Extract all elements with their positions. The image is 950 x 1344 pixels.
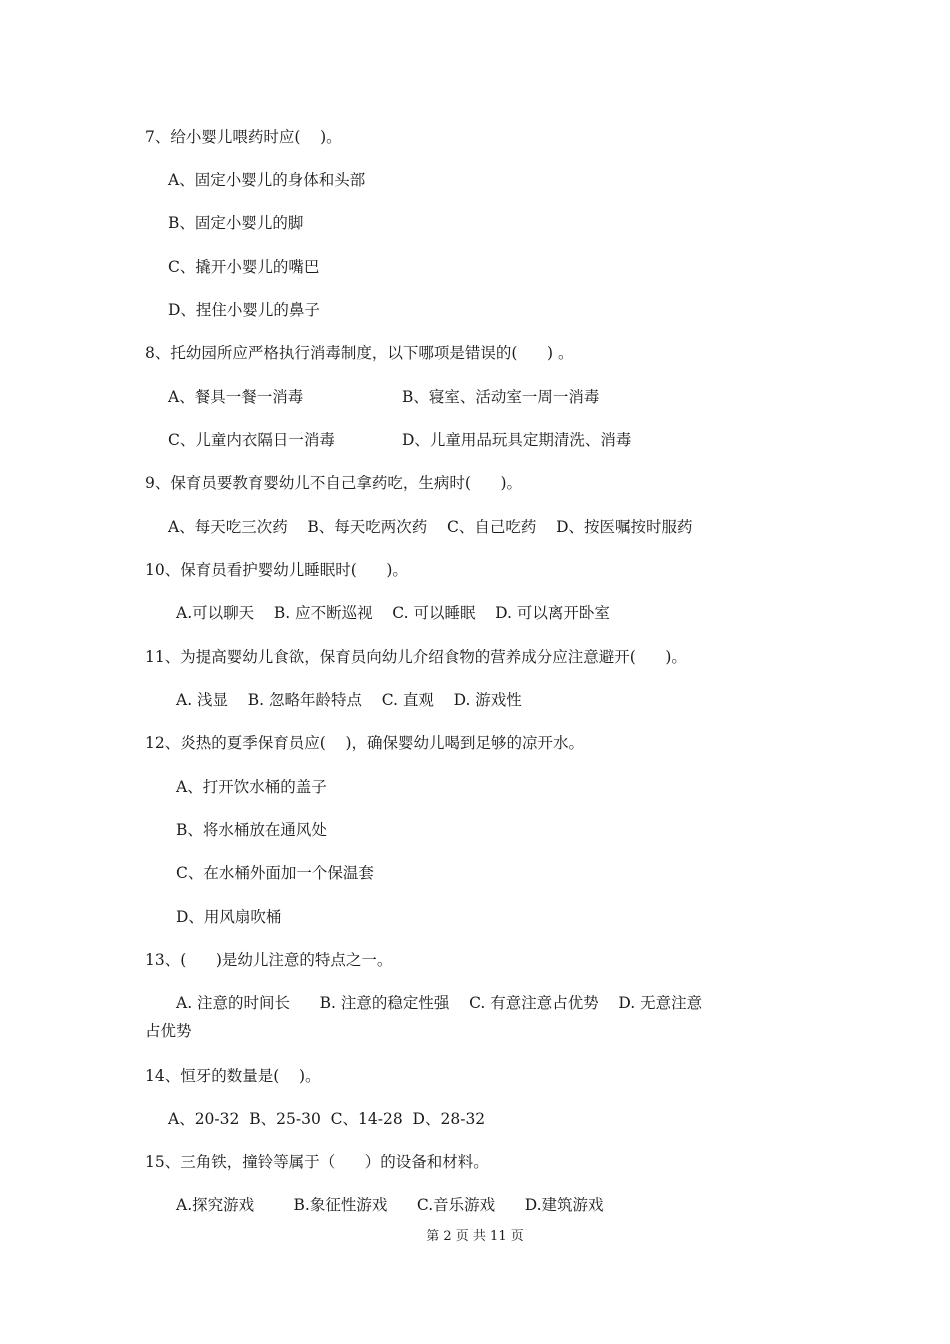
question-8-option-a: A、餐具一餐一消毒 xyxy=(168,388,304,406)
question-12-stem: 12、炎热的夏季保育员应( )，确保婴幼儿喝到足够的凉开水。 xyxy=(145,734,585,752)
question-14-stem: 14、恒牙的数量是( )。 xyxy=(145,1067,321,1085)
question-10-options: A.可以聊天 B. 应不断巡视 C. 可以睡眠 D. 可以离开卧室 xyxy=(176,604,610,622)
question-12-option-a: A、打开饮水桶的盖子 xyxy=(176,778,327,796)
question-11-stem: 11、为提高婴幼儿食欲，保育员向幼儿介绍食物的营养成分应注意避开( )。 xyxy=(145,648,687,666)
question-7-option-c: C、撬开小婴儿的嘴巴 xyxy=(168,258,320,276)
question-9-options: A、每天吃三次药 B、每天吃两次药 C、自己吃药 D、按医嘱按时服药 xyxy=(168,518,693,536)
question-7-stem: 7、给小婴儿喂药时应( )。 xyxy=(145,128,342,146)
question-7-option-d: D、捏住小婴儿的鼻子 xyxy=(168,301,320,319)
question-15-stem: 15、三角铁，撞铃等属于（ ）的设备和材料。 xyxy=(145,1153,489,1171)
question-10-stem: 10、保育员看护婴幼儿睡眠时( )。 xyxy=(145,561,408,579)
question-13-stem: 13、( )是幼儿注意的特点之一。 xyxy=(145,951,393,969)
question-8-option-d: D、儿童用品玩具定期清洗、消毒 xyxy=(402,431,632,449)
question-13-options-continued: 占优势 xyxy=(145,1022,192,1040)
question-13-options: A. 注意的时间长 B. 注意的稳定性强 C. 有意注意占优势 D. 无意注意 xyxy=(176,994,703,1012)
question-8-option-c: C、儿童内衣隔日一消毒 xyxy=(168,431,335,449)
page-footer: 第 2 页 共 11 页 xyxy=(426,1229,524,1244)
question-9-stem: 9、保育员要教育婴幼儿不自己拿药吃，生病时( )。 xyxy=(145,474,523,492)
question-7-option-b: B、固定小婴儿的脚 xyxy=(168,214,304,232)
question-15-options: A.探究游戏 B.象征性游戏 C.音乐游戏 D.建筑游戏 xyxy=(176,1196,604,1214)
question-7-option-a: A、固定小婴儿的身体和头部 xyxy=(168,171,366,189)
question-8-stem: 8、托幼园所应严格执行消毒制度，以下哪项是错误的( ) 。 xyxy=(145,344,574,362)
question-14-options: A、20-32 B、25-30 C、14-28 D、28-32 xyxy=(168,1110,486,1128)
question-11-options: A. 浅显 B. 忽略年龄特点 C. 直观 D. 游戏性 xyxy=(176,691,522,709)
question-12-option-b: B、将水桶放在通风处 xyxy=(176,821,327,839)
question-12-option-d: D、用风扇吹桶 xyxy=(176,908,282,926)
question-8-option-b: B、寝室、活动室一周一消毒 xyxy=(402,388,600,406)
question-12-option-c: C、在水桶外面加一个保温套 xyxy=(176,864,374,882)
